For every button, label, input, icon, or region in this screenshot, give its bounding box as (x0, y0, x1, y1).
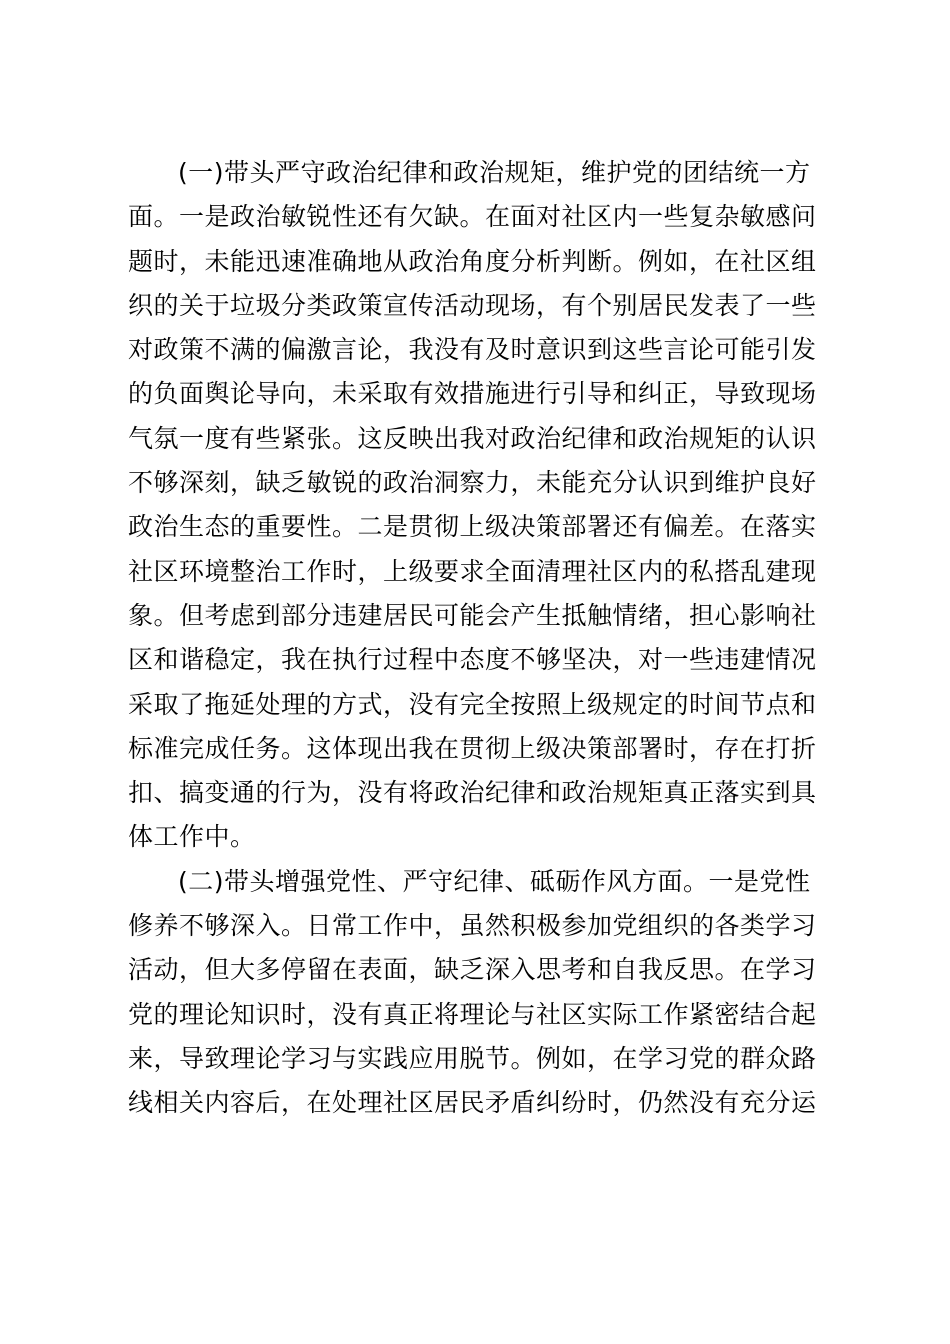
text-line: 党的理论知识时，没有真正将理论与社区实际工作紧密结合起 (128, 999, 817, 1029)
text-line: 活动，但大多停留在表面，缺乏深入思考和自我反思。在学习 (128, 955, 817, 985)
text-line: (二)带头增强党性、严守纪律、砥砺作风方面。一是党性 (178, 866, 811, 896)
text-line: 区和谐稳定，我在执行过程中态度不够坚决，对一些违建情况 (128, 645, 817, 675)
text-line: 不够深刻，缺乏敏锐的政治洞察力，未能充分认识到维护良好 (128, 468, 817, 498)
text-line: 标准完成任务。这体现出我在贯彻上级决策部署时，存在打折 (128, 733, 817, 763)
text-line: 政治生态的重要性。二是贯彻上级决策部署还有偏差。在落实 (128, 512, 817, 542)
text-line: 织的关于垃圾分类政策宣传活动现场，有个别居民发表了一些 (128, 290, 817, 320)
text-line: 采取了拖延处理的方式，没有完全按照上级规定的时间节点和 (128, 689, 817, 719)
body-text (128, 151, 820, 1126)
text-line: 气氛一度有些紧张。这反映出我对政治纪律和政治规矩的认识 (128, 423, 817, 453)
text-line: 的负面舆论导向，未采取有效措施进行引导和纠正，导致现场 (128, 379, 817, 409)
text-line: 修养不够深入。日常工作中，虽然积极参加党组织的各类学习 (128, 911, 817, 941)
text-line: 面。一是政治敏锐性还有欠缺。在面对社区内一些复杂敏感问 (128, 202, 817, 232)
text-line: 社区环境整治工作时，上级要求全面清理社区内的私搭乱建现 (128, 556, 817, 586)
text-line: 线相关内容后，在处理社区居民矛盾纠纷时，仍然没有充分运 (128, 1088, 817, 1118)
text-line: 体工作中。 (128, 822, 256, 852)
text-line: 来，导致理论学习与实践应用脱节。例如，在学习党的群众路 (128, 1043, 817, 1073)
text-line: 对政策不满的偏激言论，我没有及时意识到这些言论可能引发 (128, 335, 817, 365)
text-line: 扣、搞变通的行为，没有将政治纪律和政治规矩真正落实到具 (128, 778, 817, 808)
text-line: 象。但考虑到部分违建居民可能会产生抵触情绪，担心影响社 (128, 600, 817, 630)
text-line: (一)带头严守政治纪律和政治规矩，维护党的团结统一方 (178, 158, 811, 187)
text-line: 题时，未能迅速准确地从政治角度分析判断。例如，在社区组 (128, 246, 817, 276)
